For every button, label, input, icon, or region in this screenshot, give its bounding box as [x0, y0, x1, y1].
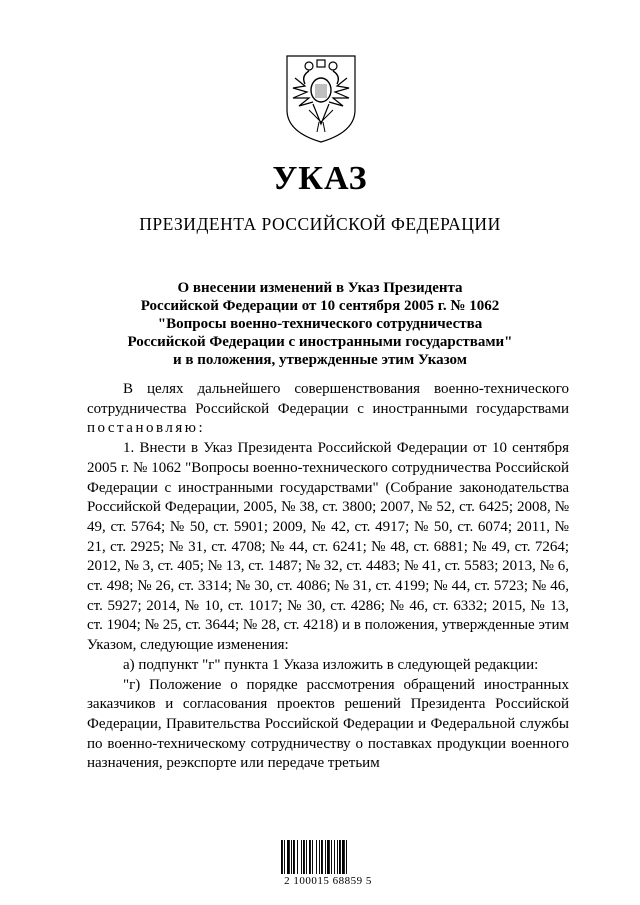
- document-body: [87, 380, 569, 774]
- issuer-title: ПРЕЗИДЕНТА РОССИЙСКОЙ ФЕДЕРАЦИИ: [139, 214, 501, 234]
- subitem-a-paragraph: а) подпункт "г" пункта 1 Указа изложить в следующей редакции:: [123, 656, 539, 673]
- preamble-text: В целях дальнейшего совершенствования военно-технического сотрудничества Российской Федерации с иностранными государствами: [87, 381, 569, 417]
- document-type-title: УКАЗ: [272, 160, 368, 197]
- item-1-paragraph: 1. Внести в Указ Президента Российской Федерации от 10 сентября 2005 г. № 1062 "Вопросы военно-технического сотрудничества Российской Федерации с иностранными государствами" (Собрание законодательства Российской Федерации, 2005, № 38, ст. 3800; 2007, № 52, ст. 6425; 2008, № 49, ст. 5764; № 50, ст. 5901; 2009, № 42, ст. 4917; № 50, ст. 6074; 2011, № 21, ст. 2925; № 31, ст. 4708; № 44, ст. 6241; № 48, ст. 6881; № 49, ст. 7264; 2012, № 3, ст. 405; № 13, ст. 1487; № 32, ст. 4483; № 41, ст. 5583; 2013, № 6, ст. 498; № 26, ст. 3314; № 30, ст. 4086; № 31, ст. 4199; № 44, ст. 5723; № 46, ст. 5927; 2014, № 10, ст. 1017; № 30, ст. 4286; № 46, ст. 6332; 2015, № 13, ст. 1904; № 25, ст. 3644; № 28, ст. 4218) и в положения, утвержденные этим Указом, следующие изменения:: [87, 440, 569, 654]
- document-heading-line: Российской Федерации от 10 сентября 2005 г. № 1062: [140, 298, 500, 314]
- document-heading-line: Российской Федерации с иностранными государствами": [127, 334, 513, 350]
- barcode-icon: [281, 840, 373, 874]
- decree-colon: :: [198, 420, 203, 437]
- russian-coat-of-arms-icon: [283, 52, 359, 144]
- document-heading: [0, 279, 640, 369]
- document-heading-line: О внесении изменений в Указ Президента: [177, 280, 463, 296]
- decree-word: постановляю: [87, 420, 199, 437]
- document-heading-line: и в положения, утвержденные этим Указом: [173, 352, 467, 368]
- preamble-paragraph: [87, 380, 569, 439]
- barcode-number: 2 100015 68859 5: [284, 875, 372, 887]
- document-heading-line: "Вопросы военно-технического сотрудничества: [157, 316, 483, 332]
- quoted-paragraph: "г) Положение о порядке рассмотрения обращений иностранных заказчиков и согласования проектов решений Президента Российской Федерации, Правительства Российской Федерации и Федеральной службы по военно-техническому сотрудничеству о поставках продукции военного назначения, реэкспорте или передаче третьим: [87, 676, 569, 772]
